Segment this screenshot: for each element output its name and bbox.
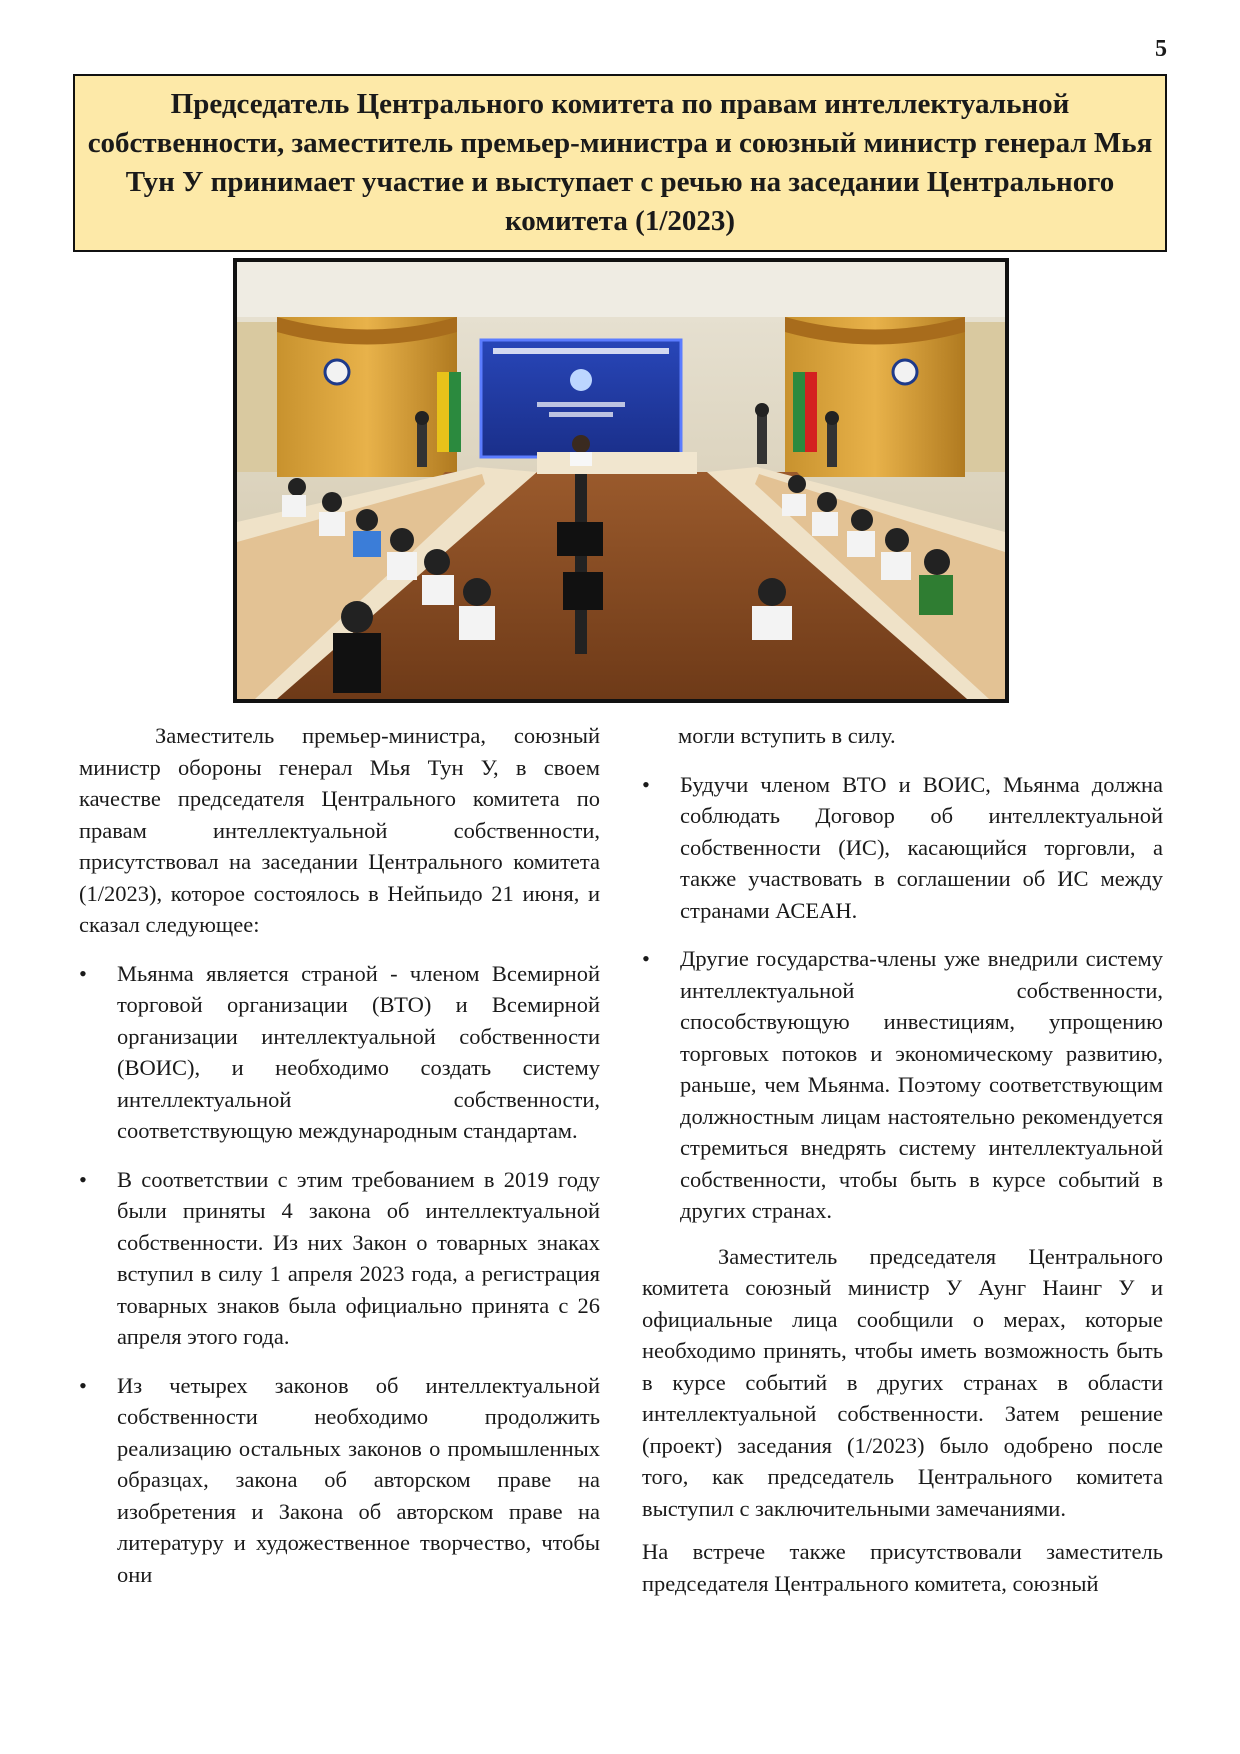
- page-number: 5: [1155, 36, 1167, 62]
- left-bullet-list: [79, 958, 600, 1591]
- bullet-text: Мьянма является страной - членом Всемирной торговой организации (ВТО) и Всемирной организации интеллектуальной собственности (ВОИС), и необходимо создать систему интеллектуальной собственности, соответствующую международным стандартам.: [117, 960, 600, 1143]
- bullet-text: Будучи членом ВТО и ВОИС, Мьянма должна соблюдать Договор об интеллектуальной собственности (ИС), касающийся торговли, а также участвовать в соглашении об ИС между странами АСЕАН.: [680, 771, 1163, 923]
- bullet-icon: •: [642, 946, 650, 971]
- bullet-text: Из четырех законов об интеллектуальной собственности необходимо продолжить реализацию остальных законов о промышленных образцах, закона об авторском праве на изобретения и Закона об авторском праве на литературу и художественное творчество, чтобы они: [117, 1372, 600, 1587]
- meeting-photo: [233, 258, 1009, 703]
- bullet-text: В соответствии с этим требованием в 2019 году были приняты 4 закона об интеллектуальной собственности. Из них Закон о товарных знаках вступил в силу 1 апреля 2023 года, а регистрация товарных знаков была официально принята с 26 апреля этого года.: [117, 1166, 600, 1349]
- right-bullet-list: [642, 769, 1163, 1227]
- bullet-text: Другие государства-члены уже внедрили систему интеллектуальной собственности, способствующую инвестициям, упрощению торговых потоков и экономическому развитию, раньше, чем Мьянма. Поэтому соответствующим должностным лицам настоятельно рекомендуется стремиться внедрять систему интеллектуальной собственности, чтобы быть в курсе событий в других странах.: [680, 946, 1163, 1223]
- intro-paragraph: Заместитель премьер-министра, союзный министр обороны генерал Мья Тун У, в своем качестве председателя Центрального комитета по правам интеллектуальной собственности, присутствовал на заседании Центрального комитета (1/2023), которое состоялось в Нейпьидо 21 июня, и сказал следующее:: [79, 723, 600, 937]
- bullet-icon: •: [642, 771, 650, 797]
- conference-meeting-photo-icon: [237, 262, 1005, 699]
- continuation-text: могли вступить в силу.: [678, 723, 896, 748]
- article-title-box: [73, 74, 1167, 252]
- list-item: [79, 1370, 600, 1591]
- list-item: [79, 1164, 600, 1353]
- bullet-icon: •: [79, 960, 87, 986]
- right-column: [642, 720, 1163, 1599]
- bullet-icon: •: [79, 1372, 87, 1398]
- left-column: [79, 720, 600, 1590]
- body-paragraph: Заместитель председателя Центрального комитета союзный министр У Аунг Наинг У и официальные лица сообщили о мерах, которые необходимо принять, чтобы иметь возможность быть в курсе событий в других странах в области интеллектуальной собственности. Затем решение (проект) заседания (1/2023) было одобрено после того, как председатель Центрального комитета выступил с заключительными замечаниями.: [642, 1243, 1163, 1521]
- list-item: [642, 943, 1163, 1227]
- bullet-icon: •: [79, 1166, 87, 1192]
- article-title: Председатель Центрального комитета по правам интеллектуальной собственности, заместитель премьер-министра и союзный министр генерал Мья Тун У принимает участие и выступает с речью на заседании Центрального комитета (1/2023): [87, 88, 1153, 237]
- list-item: [642, 769, 1163, 927]
- body-paragraph: На встрече также присутствовали заместитель председателя Центрального комитета, союзный: [642, 1539, 1163, 1596]
- list-item: [79, 958, 600, 1147]
